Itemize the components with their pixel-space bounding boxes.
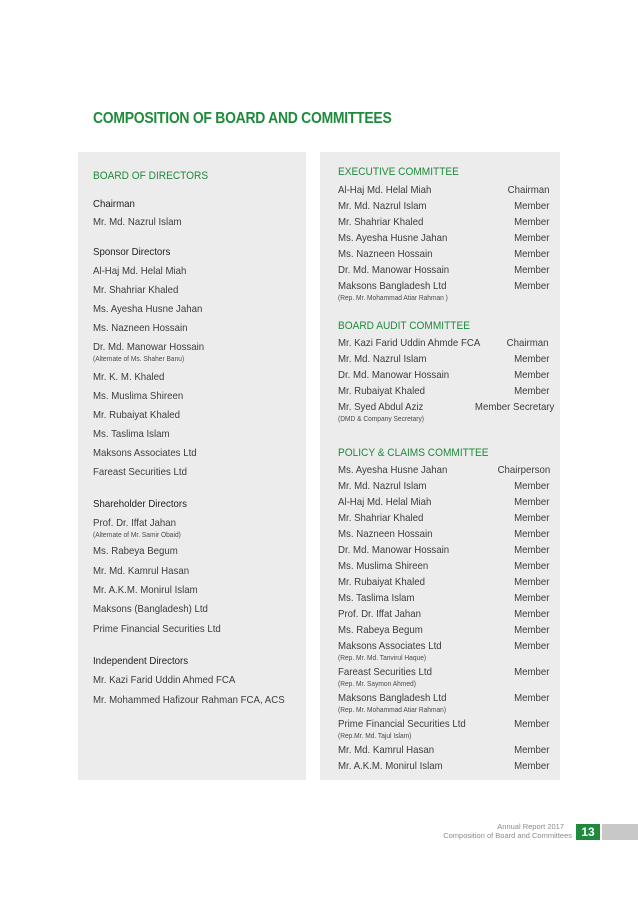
- page-title: COMPOSITION OF BOARD AND COMMITTEES: [93, 110, 392, 127]
- committee-role: Member: [514, 496, 550, 508]
- independent-item: Mr. Kazi Farid Uddin Ahmed FCA: [93, 674, 236, 686]
- committee-member: Ms. Taslima Islam: [338, 592, 415, 604]
- committee-role: Member: [514, 576, 550, 588]
- committee-role: Member: [514, 640, 550, 652]
- committee-member: Mr. Md. Nazrul Islam: [338, 200, 427, 212]
- committee-member: Ms. Nazneen Hossain: [338, 248, 433, 260]
- committee-member: Maksons Bangladesh Ltd: [338, 692, 447, 704]
- committee-member: Ms. Muslima Shireen: [338, 560, 429, 572]
- chairman-label: Chairman: [93, 198, 135, 210]
- committee-member: Prime Financial Securities Ltd: [338, 718, 466, 730]
- shareholder-item: Prof. Dr. Iffat Jahan: [93, 517, 177, 529]
- committee-role: Member: [514, 608, 550, 620]
- shareholder-item: Mr. Md. Kamrul Hasan: [93, 565, 190, 577]
- committee-role: Member: [514, 353, 550, 365]
- committee-role: Member: [514, 280, 550, 292]
- committee-role: Member: [514, 248, 550, 260]
- committee-role: Member: [514, 232, 550, 244]
- executive-heading: EXECUTIVE COMMITTEE: [338, 166, 459, 178]
- footer-section-title: Composition of Board and Committees: [443, 831, 572, 840]
- sponsor-item: Fareast Securities Ltd: [93, 466, 187, 478]
- committee-member: Dr. Md. Manowar Hossain: [338, 264, 450, 276]
- committee-member: Maksons Associates Ltd: [338, 640, 442, 652]
- sponsor-item: Mr. K. M. Khaled: [93, 371, 165, 383]
- sponsor-label: Sponsor Directors: [93, 246, 171, 258]
- policy-heading: POLICY & CLAIMS COMMITTEE: [338, 447, 489, 459]
- committee-member: Ms. Nazneen Hossain: [338, 528, 433, 540]
- committee-note: (Rep. Mr. Saymon Ahmed): [338, 679, 416, 688]
- sponsor-item: Mr. Shahriar Khaled: [93, 284, 179, 296]
- committee-member: Prof. Dr. Iffat Jahan: [338, 608, 422, 620]
- sponsor-item: Maksons Associates Ltd: [93, 447, 197, 459]
- committee-member: Fareast Securities Ltd: [338, 666, 432, 678]
- chairman-name: Mr. Md. Nazrul Islam: [93, 216, 182, 228]
- committee-member: Ms. Rabeya Begum: [338, 624, 423, 636]
- committee-note: (Rep.Mr. Md. Tajul Islam): [338, 731, 412, 740]
- committee-member: Mr. Shahriar Khaled: [338, 216, 424, 228]
- shareholder-note: (Alternate of Mr. Samir Obaid): [93, 530, 181, 539]
- committee-role: Chairman: [508, 184, 550, 196]
- committee-member: Mr. Md. Kamrul Hasan: [338, 744, 435, 756]
- committee-member: Mr. A.K.M. Monirul Islam: [338, 760, 443, 772]
- board-heading: BOARD OF DIRECTORS: [93, 170, 209, 182]
- shareholder-item: Ms. Rabeya Begum: [93, 545, 178, 557]
- audit-heading: BOARD AUDIT COMMITTEE: [338, 320, 470, 332]
- page-tab-bar: [602, 824, 638, 840]
- committee-member: Al-Haj Md. Helal Miah: [338, 184, 432, 196]
- committee-member: Mr. Rubaiyat Khaled: [338, 576, 425, 588]
- committee-role: Member: [514, 692, 550, 704]
- committee-member: Mr. Md. Nazrul Islam: [338, 480, 427, 492]
- committee-role: Chairperson: [497, 464, 550, 476]
- committee-member: Al-Haj Md. Helal Miah: [338, 496, 432, 508]
- committee-note: (Rep. Mr. Md. Tanvirul Haque): [338, 653, 427, 662]
- independent-item: Mr. Mohammed Hafizour Rahman FCA, ACS: [93, 694, 285, 706]
- committee-role: Member: [514, 480, 550, 492]
- committee-role: Member: [514, 544, 550, 556]
- sponsor-item: Al-Haj Md. Helal Miah: [93, 265, 187, 277]
- committee-role: Member: [514, 666, 550, 678]
- committee-member: Mr. Syed Abdul Aziz: [338, 401, 424, 413]
- committee-member: Maksons Bangladesh Ltd: [338, 280, 447, 292]
- committee-note: (Rep. Mr. Mohammad Atiar Rahman): [338, 705, 447, 714]
- independent-label: Independent Directors: [93, 655, 189, 667]
- sponsor-item: Mr. Rubaiyat Khaled: [93, 409, 180, 421]
- committee-member: Ms. Ayesha Husne Jahan: [338, 232, 448, 244]
- shareholder-item: Maksons (Bangladesh) Ltd: [93, 603, 208, 615]
- committee-member: Dr. Md. Manowar Hossain: [338, 544, 450, 556]
- committee-role: Member: [514, 369, 550, 381]
- committee-role: Member: [514, 760, 550, 772]
- committee-member: Mr. Md. Nazrul Islam: [338, 353, 427, 365]
- committee-role: Member: [514, 624, 550, 636]
- sponsor-item: Ms. Taslima Islam: [93, 428, 170, 440]
- committee-role: Member: [514, 216, 550, 228]
- committee-member: Mr. Rubaiyat Khaled: [338, 385, 425, 397]
- committee-role: Chairman: [507, 337, 549, 349]
- committee-note: (Rep. Mr. Mohammad Atiar Rahman ): [338, 293, 448, 302]
- committee-member: Mr. Kazi Farid Uddin Ahmde FCA: [338, 337, 481, 349]
- committee-role: Member: [514, 200, 550, 212]
- committee-member: Mr. Shahriar Khaled: [338, 512, 424, 524]
- committee-role: Member Secretary: [474, 401, 554, 413]
- sponsor-item: Ms. Muslima Shireen: [93, 390, 184, 402]
- sponsor-item: Ms. Ayesha Husne Jahan: [93, 303, 203, 315]
- shareholder-label: Shareholder Directors: [93, 498, 187, 510]
- committee-note: (DMD & Company Secretary): [338, 414, 424, 423]
- committee-role: Member: [514, 744, 550, 756]
- committee-role: Member: [514, 264, 550, 276]
- committee-member: Ms. Ayesha Husne Jahan: [338, 464, 448, 476]
- committee-role: Member: [514, 592, 550, 604]
- page-number: 13: [576, 824, 600, 840]
- sponsor-item: Dr. Md. Manowar Hossain: [93, 341, 205, 353]
- sponsor-item: Ms. Nazneen Hossain: [93, 322, 188, 334]
- committee-member: Dr. Md. Manowar Hossain: [338, 369, 450, 381]
- shareholder-item: Mr. A.K.M. Monirul Islam: [93, 584, 198, 596]
- sponsor-note: (Alternate of Ms. Shaher Banu): [93, 354, 185, 363]
- footer-report-title: Annual Report 2017: [497, 822, 564, 831]
- shareholder-item: Prime Financial Securities Ltd: [93, 623, 221, 635]
- committee-role: Member: [514, 560, 550, 572]
- committee-role: Member: [514, 528, 550, 540]
- committee-role: Member: [514, 512, 550, 524]
- committee-role: Member: [514, 385, 550, 397]
- committee-role: Member: [514, 718, 550, 730]
